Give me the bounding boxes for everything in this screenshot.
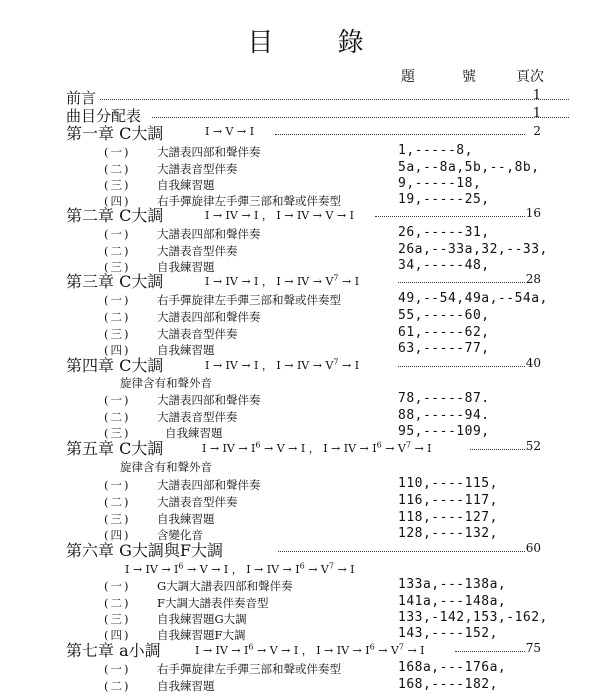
item-pages: 55,-----60, xyxy=(398,308,490,323)
chapter-subtitle: 旋律含有和聲外音 xyxy=(120,460,212,474)
item-label: 右手彈旋律左手彈三部和聲或伴奏型 xyxy=(157,662,341,676)
entry-page: 1 xyxy=(532,106,541,121)
item-label: 大譜表四部和聲伴奏 xyxy=(157,393,261,407)
chapter-page: 75 xyxy=(525,641,541,655)
item-label: 自我練習題 xyxy=(157,260,215,274)
chapter-page: 28 xyxy=(525,272,541,286)
item-number: (一) xyxy=(104,579,131,593)
item-number: (四) xyxy=(104,628,131,642)
item-number: (一) xyxy=(104,227,131,241)
item-number: (三) xyxy=(104,178,131,192)
chord-sequence: I → IV → $I^6 \to V \to I$ ， I → IV → $I^6 \to V^7 \to I$ xyxy=(202,440,432,455)
item-number: (三) xyxy=(104,260,131,274)
item-pages: 128,----132, xyxy=(398,526,498,541)
item-number: (二) xyxy=(104,596,131,610)
item-number: (三) xyxy=(104,512,131,526)
item-number: (一) xyxy=(104,393,131,407)
item-label: 含變化音 xyxy=(157,528,203,542)
item-pages: 168,----182, xyxy=(398,677,498,692)
item-pages: 78,-----87. xyxy=(398,391,490,406)
item-pages: 143,----152, xyxy=(398,626,498,641)
item-number: (四) xyxy=(104,194,131,208)
item-pages: 1,-----8, xyxy=(398,143,473,158)
item-number: (四) xyxy=(104,528,131,542)
dot-leader xyxy=(375,216,525,217)
item-pages: 88,-----94. xyxy=(398,408,490,423)
item-label: 大譜表四部和聲伴奏 xyxy=(157,227,261,241)
dot-leader xyxy=(470,449,525,450)
column-header-title: 題 xyxy=(401,69,415,85)
chord-sequence: I → IV → $I^6 \to V \to I$ ， I → IV → $I^6 \to V^7 \to I$ xyxy=(195,642,425,657)
item-number: (二) xyxy=(104,679,131,693)
item-label: 大譜表音型伴奏 xyxy=(157,495,238,509)
chord-sequence: I → IV → I ， I → IV → $V^7 \to I$ xyxy=(205,357,360,372)
chapter-page: 52 xyxy=(525,439,541,453)
dot-leader xyxy=(275,134,525,135)
chord-sequence: I → IV → $I^6 \to V \to I$ ， I → IV → $I^6 \to V^7 \to I$ xyxy=(125,561,355,576)
item-number: (二) xyxy=(104,244,131,258)
item-label: 大譜表音型伴奏 xyxy=(157,327,238,341)
item-label: 大譜表音型伴奏 xyxy=(157,244,238,258)
chord-sequence: I → V → I xyxy=(205,125,255,138)
chapter-page: 2 xyxy=(533,124,541,138)
chapter-title: 第三章 C大調 xyxy=(66,272,164,291)
item-number: (一) xyxy=(104,662,131,676)
dot-leader xyxy=(100,99,569,100)
item-pages: 5a,--8a,5b,--,8b, xyxy=(398,160,540,175)
chapter-7-item-2[interactable] xyxy=(0,674,611,696)
item-number: (一) xyxy=(104,293,131,307)
entry-page: 1 xyxy=(532,88,541,103)
item-number: (一) xyxy=(104,145,131,159)
item-label: 右手彈旋律左手彈三部和聲或伴奏型 xyxy=(157,194,341,208)
page-title: 目 錄 xyxy=(247,28,392,58)
chapter-title: 第四章 C大調 xyxy=(66,356,164,375)
item-number: (二) xyxy=(104,310,131,324)
item-label: 自我練習題 xyxy=(157,178,215,192)
item-label: 大譜表音型伴奏 xyxy=(157,410,238,424)
item-pages: 63,-----77, xyxy=(398,341,490,356)
item-pages: 133a,---138a, xyxy=(398,577,507,592)
item-label: 自我練習題 xyxy=(157,343,215,357)
item-pages: 9,-----18, xyxy=(398,176,482,191)
dot-leader xyxy=(398,282,525,283)
item-pages: 34,-----48, xyxy=(398,258,490,273)
item-pages: 26,-----31, xyxy=(398,225,490,240)
item-pages: 49,--54,49a,--54a, xyxy=(398,291,548,306)
item-label: 自我練習題F大調 xyxy=(157,628,246,642)
item-label: 右手彈旋律左手彈三部和聲或伴奏型 xyxy=(157,293,341,307)
item-label: 自我練習題 xyxy=(157,679,215,693)
dot-leader xyxy=(278,551,525,552)
chapter-title: 第七章 a小調 xyxy=(66,641,161,660)
item-number: (一) xyxy=(104,478,131,492)
item-pages: 116,----117, xyxy=(398,493,498,508)
chapter-page: 40 xyxy=(525,356,541,370)
dot-leader xyxy=(455,651,525,652)
item-pages: 19,-----25, xyxy=(398,192,490,207)
item-pages: 141a,---148a, xyxy=(398,594,507,609)
item-number: (三) xyxy=(104,327,131,341)
item-label: 自我練習題 xyxy=(165,426,223,440)
entry-label: 曲目分配表 xyxy=(66,107,142,125)
item-pages: 61,-----62, xyxy=(398,325,490,340)
item-number: (二) xyxy=(104,162,131,176)
chapter-title: 第二章 C大調 xyxy=(66,206,164,225)
item-label: 大譜表四部和聲伴奏 xyxy=(157,310,261,324)
item-pages: 26a,--33a,32,--33, xyxy=(398,242,548,257)
item-label: 大譜表音型伴奏 xyxy=(157,162,238,176)
item-number: (二) xyxy=(104,410,131,424)
dot-leader xyxy=(152,117,569,118)
dot-leader xyxy=(398,366,525,367)
chapter-title: 第一章 C大調 xyxy=(66,124,164,143)
item-label: 自我練習題G大調 xyxy=(157,612,247,626)
item-pages: 95,----109, xyxy=(398,424,490,439)
item-number: (四) xyxy=(104,343,131,357)
item-label: 大譜表四部和聲伴奏 xyxy=(157,478,261,492)
item-number: (二) xyxy=(104,495,131,509)
item-label: 大譜表四部和聲伴奏 xyxy=(157,145,261,159)
item-number: (三) xyxy=(104,612,131,626)
item-label: G大調大譜表四部和聲伴奏 xyxy=(157,579,293,593)
item-pages: 110,----115, xyxy=(398,476,498,491)
item-pages: 118,----127, xyxy=(398,510,498,525)
column-header-page: 頁次 xyxy=(516,69,544,85)
chapter-page: 60 xyxy=(525,541,541,555)
item-number: (三) xyxy=(104,426,131,440)
chapter-page: 16 xyxy=(525,206,541,220)
item-pages: 133,-142,153,-162, xyxy=(398,610,548,625)
entry-label: 前言 xyxy=(66,89,97,107)
chapter-title: 第六章 G大調與F大調 xyxy=(66,541,223,560)
item-label: F大調大譜表伴奏音型 xyxy=(157,596,269,610)
item-pages: 168a,---176a, xyxy=(398,660,507,675)
column-header-number: 號 xyxy=(462,69,476,85)
chapter-subtitle: 旋律含有和聲外音 xyxy=(120,376,212,390)
chapter-title: 第五章 C大調 xyxy=(66,439,164,458)
chord-sequence: I → IV → I ， I → IV → $V^7 \to I$ xyxy=(205,273,360,288)
chord-sequence: I → IV → I ， I → IV → V → I xyxy=(205,209,354,222)
item-label: 自我練習題 xyxy=(157,512,215,526)
